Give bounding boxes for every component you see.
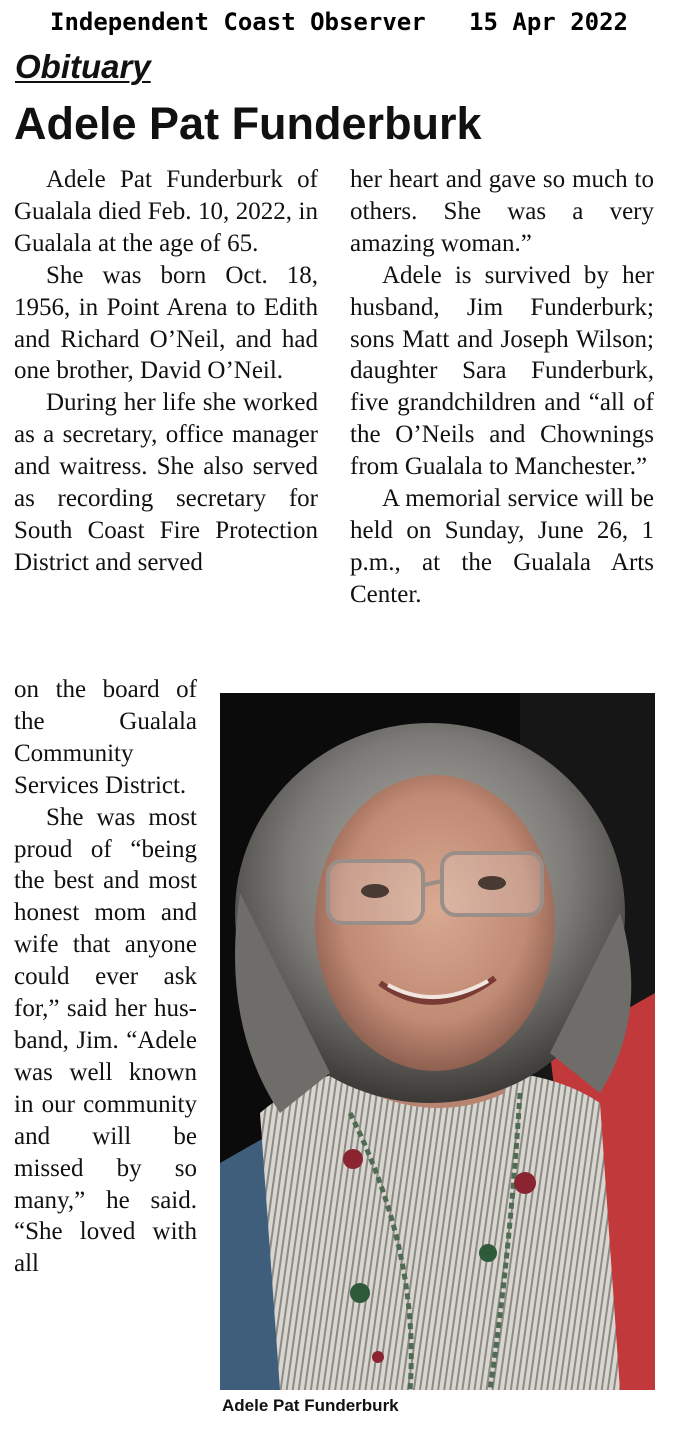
paragraph-career: During her life she worked as a secretary, office manager and waitress. She also served as recording secretary for South Coast Fire Protection District and served — [14, 389, 318, 576]
paragraph-tribute-continued: her heart and gave so much to others. She was a very amazing woman.” — [350, 166, 654, 257]
paragraph-career-continued: on the board of the Gualala Community Services District. — [14, 676, 197, 799]
section-label: Obituary — [15, 48, 151, 85]
photo-caption: Adele Pat Funderburk — [222, 1396, 399, 1415]
headline: Adele Pat Funderburk — [14, 98, 482, 149]
paragraph-tribute: She was most proud of “being the best and most honest mom and wife that anyone could ever ask for,” said her husband, Jim. “Adele was well known in our community and will be missed by so many,” he said. “She loved with all — [14, 803, 197, 1278]
masthead — [0, 8, 678, 36]
publication-name: Independent Coast Observer — [50, 8, 426, 36]
portrait-photo — [220, 693, 655, 1390]
paragraph-birth: She was born Oct. 18, 1956, in Point Arena to Edith and Richard O’Neil, and had one brother, David O’Neil. — [14, 261, 318, 385]
article-column-left-narrow — [14, 674, 197, 1280]
paragraph-survivors: Adele is survived by her husband, Jim Funderburk; sons Matt and Joseph Wilson; daughter Sara Funderburk, five grandchildren and “all of the O’Neils and Chownings from Gualala to Manchester.” — [350, 261, 654, 481]
paragraph-death-notice: Adele Pat Funderburk of Gualala died Feb. 10, 2022, in Gualala at the age of 65. — [14, 166, 318, 257]
article-column-right — [350, 164, 654, 611]
article-column-left — [14, 164, 318, 579]
paragraph-memorial: A memorial service will be held on Sunday, June 26, 1 p.m., at the Gualala Arts Center. — [350, 485, 654, 608]
publication-date: 15 Apr 2022 — [469, 8, 628, 36]
